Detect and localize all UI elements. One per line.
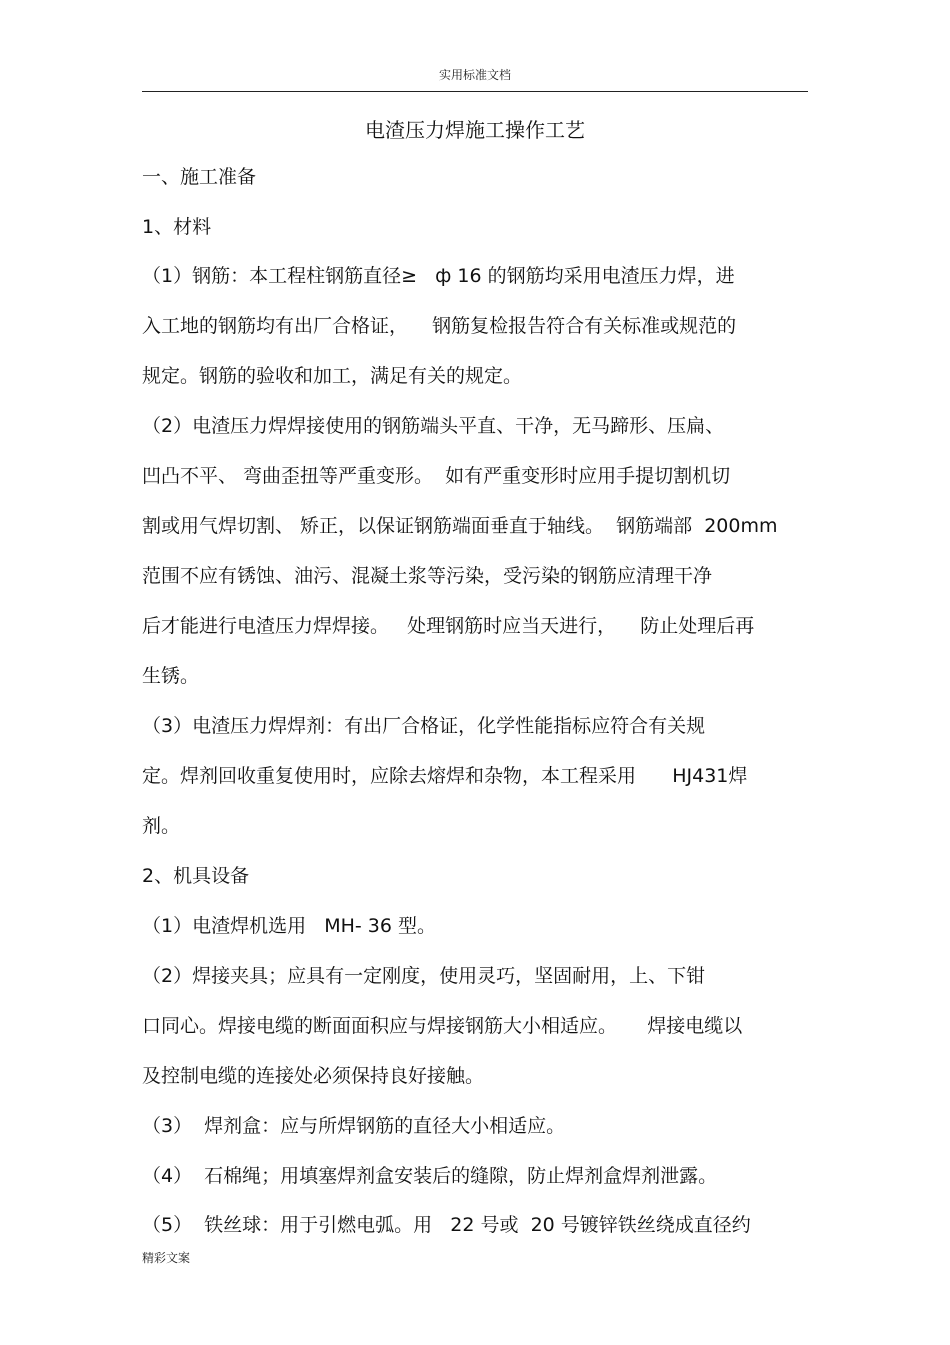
body-line: （1）电渣焊机选用 MH- 36 型。: [142, 915, 436, 937]
section-heading: 一、施工准备: [142, 166, 257, 188]
body-line: （2）焊接夹具；应具有一定刚度，使用灵巧，坚固耐用，上、下钳: [142, 965, 706, 987]
subsection-heading: 1、材料: [142, 216, 212, 238]
body-line: 割或用气焊切割、 矫正，以保证钢筋端面垂直于轴线。 钢筋端部 200mm: [142, 515, 778, 537]
body-line: （3）电渣压力焊焊剂：有出厂合格证，化学性能指标应符合有关规: [142, 715, 706, 737]
header-rule: [142, 91, 808, 92]
body-line: （1）钢筋：本工程柱钢筋直径≥ ф 16 的钢筋均采用电渣压力焊，进: [142, 265, 735, 287]
body-line: 入工地的钢筋均有出厂合格证， 钢筋复检报告符合有关标准或规范的: [142, 315, 737, 337]
body-line: 规定。钢筋的验收和加工，满足有关的规定。: [142, 365, 523, 387]
body-line: （5） 铁丝球：用于引燃电弧。用 22 号或 20 号镀锌铁丝绕成直径约: [142, 1214, 751, 1236]
page-footer: 精彩文案: [142, 1251, 191, 1265]
body-line: 口同心。焊接电缆的断面面积应与焊接钢筋大小相适应。 焊接电缆以: [142, 1015, 743, 1037]
body-line: 范围不应有锈蚀、油污、混凝土浆等污染，受污染的钢筋应清理干净: [142, 565, 713, 587]
body-line: 后才能进行电渣压力焊焊接。 处理钢筋时应当天进行， 防止处理后再: [142, 615, 755, 637]
document-title: 电渣压力焊施工操作工艺: [365, 118, 585, 142]
body-line: 生锈。: [142, 665, 200, 687]
body-line: 定。焊剂回收重复使用时，应除去熔焊和杂物，本工程采用 HJ431焊: [142, 765, 748, 787]
body-line: （4） 石棉绳；用填塞焊剂盒安装后的缝隙，防止焊剂盒焊剂泄露。: [142, 1165, 718, 1187]
page-header: 实用标准文档: [438, 68, 511, 82]
subsection-heading: 2、机具设备: [142, 865, 250, 887]
body-line: （3） 焊剂盒：应与所焊钢筋的直径大小相适应。: [142, 1115, 566, 1137]
body-line: 剂。: [142, 815, 181, 837]
body-line: （2）电渣压力焊焊接使用的钢筋端头平直、干净，无马蹄形、压扁、: [142, 415, 725, 437]
body-line: 及控制电缆的连接处必须保持良好接触。: [142, 1065, 485, 1087]
body-line: 凹凸不平、 弯曲歪扭等严重变形。 如有严重变形时应用手提切割机切: [142, 465, 731, 487]
